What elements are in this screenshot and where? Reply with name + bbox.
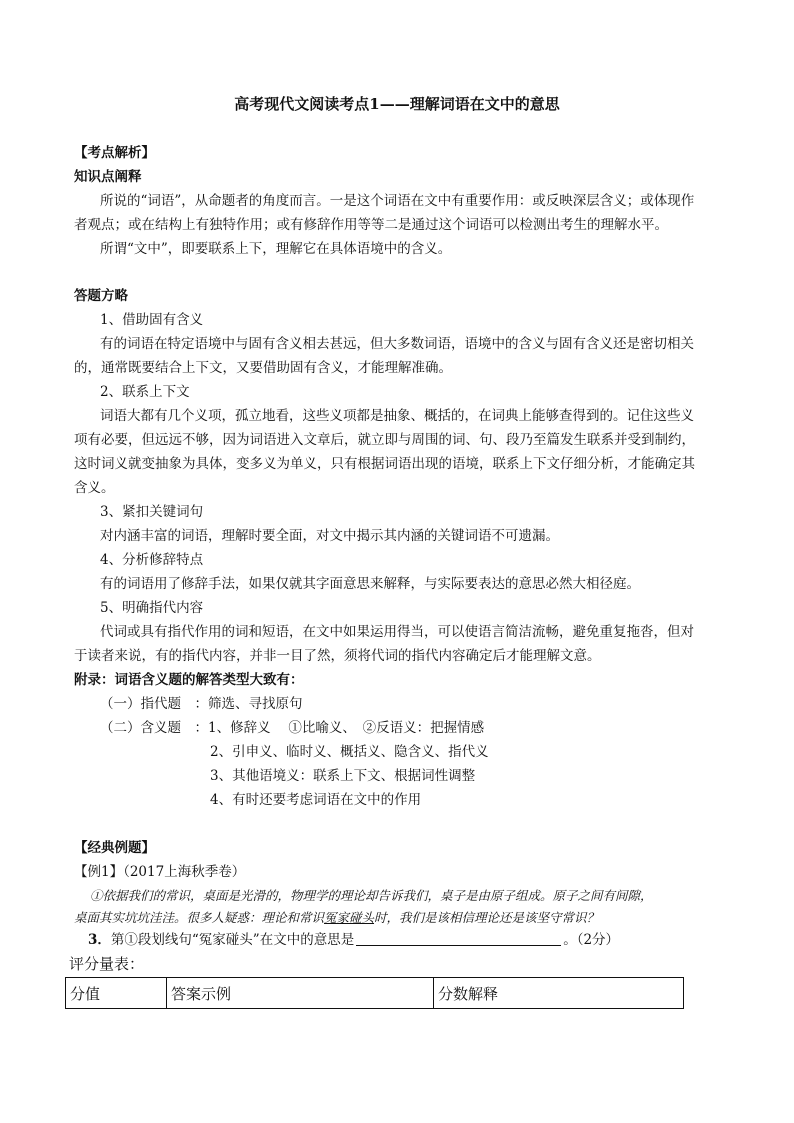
answer-blank[interactable] — [356, 931, 561, 946]
score-table — [65, 977, 684, 1009]
table-header-cell: 答案示例 — [167, 978, 434, 1009]
example-passage-line: ①依据我们的常识，桌面是光滑的，物理学的理论却告诉我们，桌子是由原子组成。原子之间有间隙， — [90, 888, 653, 903]
score-table-label: 评分量表： — [69, 955, 145, 973]
question-number: 3． — [88, 932, 111, 948]
appendix-line: （二）含义题 ：1、修辞义 ①比喻义、 ②反语义：把握情感 — [100, 720, 485, 736]
strategy-item-title: 2、联系上下文 — [100, 384, 190, 400]
example-label: 【例1】 — [74, 864, 124, 880]
passage-text: 桌面其实坑坑洼洼。很多人疑惑：理论和常识 — [74, 910, 325, 925]
section-heading-strategy: 答题方略 — [74, 288, 128, 304]
paragraph-line: 所谓“文中”，即要联系上下，理解它在具体语境中的含义。 — [100, 241, 452, 257]
page-title: 高考现代文阅读考点1——理解词语在文中的意思 — [234, 95, 560, 113]
example-header — [74, 860, 245, 884]
strategy-item-title: 5、明确指代内容 — [100, 600, 204, 616]
underlined-phrase: 冤家碰头 — [324, 910, 375, 925]
paragraph-line: 代词或具有指代作用的词和短语，在文中如果运用得当，可以使语言简洁流畅，避免重复拖沓，但对 — [100, 624, 694, 640]
paragraph-line: 对内涵丰富的词语，理解时要全面，对文中揭示其内涵的关键词语不可遗漏。 — [100, 528, 559, 544]
appendix-line: 2、引申义、临时义、概括义、隐含义、指代义 — [210, 744, 489, 760]
paragraph-line: 有的词语在特定语境中与固有含义相去甚远，但大多数词语，语境中的含义与固有含义还是密切相关 — [100, 336, 694, 352]
strategy-item-title: 1、借助固有含义 — [100, 312, 204, 328]
passage-text: 时，我们是该相信理论还是该坚守常识？ — [374, 910, 600, 925]
table-header-cell: 分数解释 — [434, 978, 684, 1009]
paragraph-line: 于读者来说，有的指代内容，并非一目了然，须将代词的指代内容确定后才能理解文意。 — [74, 648, 601, 664]
section-heading-analysis: 【考点解析】 — [74, 145, 155, 161]
paragraph-line: 词语大都有几个义项，孤立地看，这些义项都是抽象、概括的，在词典上能够查得到的。记住这些义 — [100, 408, 694, 424]
question-text: 第①段划线句“冤家碰头”在文中的意思是 — [110, 932, 355, 948]
paragraph-line: 含义。 — [74, 480, 115, 496]
example-passage-line — [74, 906, 599, 930]
appendix-line: 3、其他语境义：联系上下文、根据词性调整 — [210, 768, 476, 784]
question-line — [88, 928, 619, 952]
paragraph-line: 者观点；或在结构上有独特作用；或有修辞作用等等二是通过这个词语可以检测出考生的理解水平。 — [74, 217, 668, 233]
appendix-heading: 附录：词语含义题的解答类型大致有： — [74, 672, 304, 688]
sub-heading-knowledge: 知识点阐释 — [74, 169, 142, 185]
table-row — [66, 978, 684, 1009]
table-header-cell: 分值 — [66, 978, 167, 1009]
strategy-item-title: 3、紧扣关键词句 — [100, 504, 204, 520]
paragraph-line: 项有必要，但远远不够，因为词语进入文章后，就立即与周围的词、句、段乃至篇发生联系并受到制约， — [74, 432, 695, 448]
paragraph-line: 所说的“词语”，从命题者的角度而言。一是这个词语在文中有重要作用：或反映深层含义；或体现作 — [100, 193, 695, 209]
examples-heading: 【经典例题】 — [74, 840, 155, 856]
paragraph-line: 的，通常既要结合上下文，又要借助固有含义，才能理解准确。 — [74, 360, 452, 376]
appendix-line: 4、有时还要考虑词语在文中的作用 — [210, 792, 422, 808]
question-points: 。（2分） — [563, 932, 620, 948]
strategy-item-title: 4、分析修辞特点 — [100, 552, 204, 568]
appendix-line: （一）指代题 ：筛选、寻找原句 — [100, 696, 303, 712]
example-source: （2017上海秋季卷） — [123, 864, 246, 880]
paragraph-line: 有的词语用了修辞手法，如果仅就其字面意思来解释，与实际要表达的意思必然大相径庭。 — [100, 576, 640, 592]
paragraph-line: 这时词义就变抽象为具体，变多义为单义，只有根据词语出现的语境，联系上下文仔细分析，才能确定其 — [74, 456, 695, 472]
